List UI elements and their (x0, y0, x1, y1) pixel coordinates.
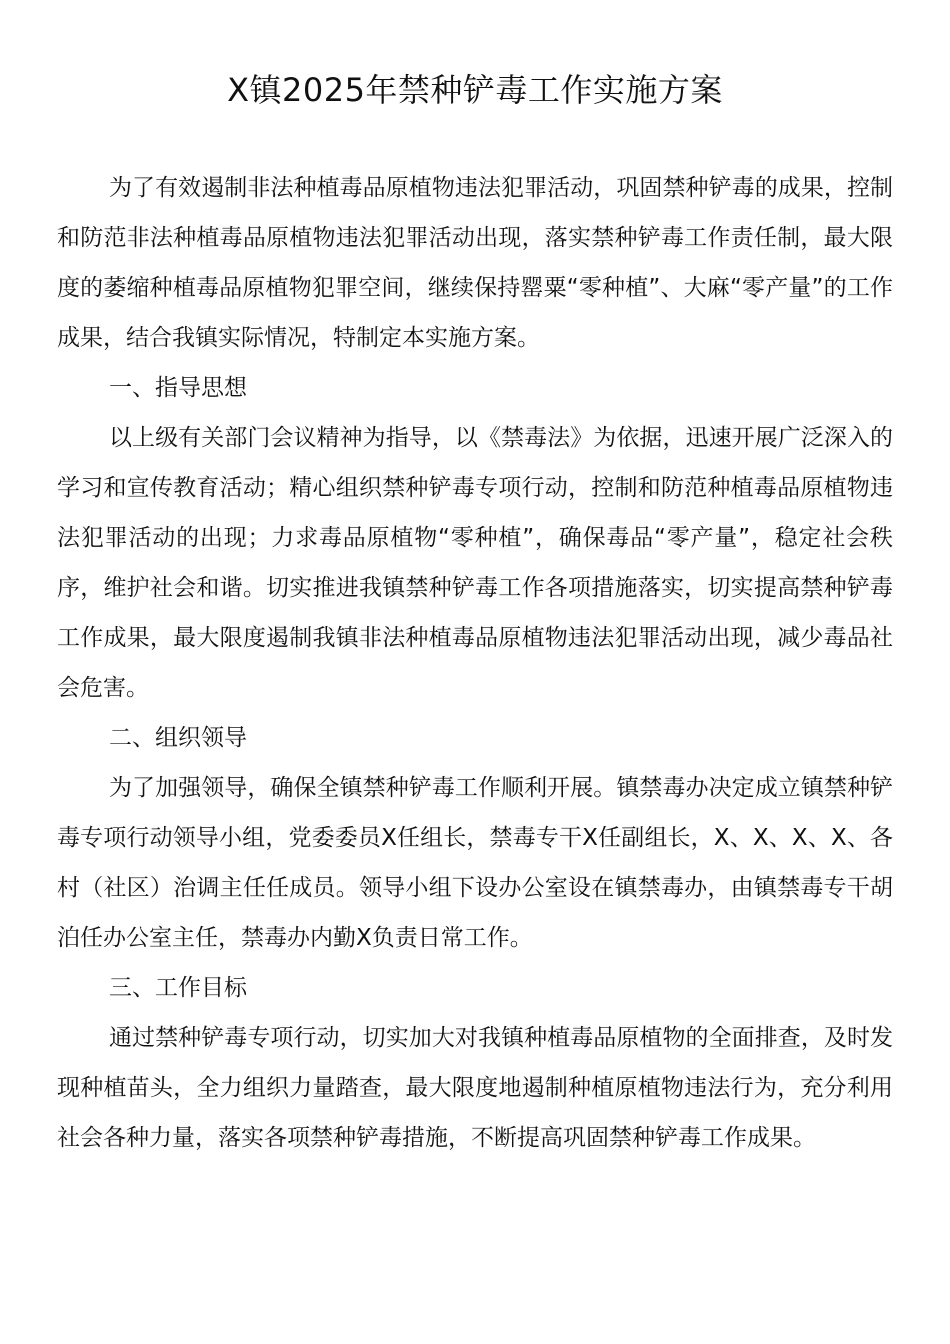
organization-paragraph: 为了加强领导，确保全镇禁种铲毒工作顺利开展。镇禁毒办决定成立镇禁种铲毒专项行动领导小组，党委委员X任组长，禁毒专干X任副组长，X、X、X、X、各村（社区）治调主任任成员。领导小组下设办公室设在镇禁毒办，由镇禁毒专干胡泊任办公室主任，禁毒办内勤X负责日常工作。 (57, 775, 893, 951)
section-heading-guiding-ideology: 一、指导思想 (109, 375, 247, 401)
document-title: X镇2025年禁种铲毒工作实施方案 (227, 71, 723, 109)
intro-paragraph: 为了有效遏制非法种植毒品原植物违法犯罪活动，巩固禁种铲毒的成果，控制和防范非法种植毒品原植物违法犯罪活动出现，落实禁种铲毒工作责任制，最大限度的萎缩种植毒品原植物犯罪空间，继续保持罂粟“零种植”、大麻“零产量”的工作成果，结合我镇实际情况，特制定本实施方案。 (57, 175, 893, 351)
work-goals-paragraph: 通过禁种铲毒专项行动，切实加大对我镇种植毒品原植物的全面排查，及时发现种植苗头，全力组织力量踏查，最大限度地遏制种植原植物违法行为，充分利用社会各种力量，落实各项禁种铲毒措施，不断提高巩固禁种铲毒工作成果。 (57, 1025, 893, 1151)
guiding-ideology-paragraph: 以上级有关部门会议精神为指导，以《禁毒法》为依据，迅速开展广泛深入的学习和宣传教育活动；精心组织禁种铲毒专项行动，控制和防范种植毒品原植物违法犯罪活动的出现；力求毒品原植物“零种植”，确保毒品“零产量”，稳定社会秩序，维护社会和谐。切实推进我镇禁种铲毒工作各项措施落实，切实提高禁种铲毒工作成果，最大限度遏制我镇非法种植毒品原植物违法犯罪活动出现，减少毒品社会危害。 (57, 425, 893, 701)
section-heading-work-goals: 三、工作目标 (109, 975, 247, 1001)
document-body (57, 163, 893, 1163)
section-heading-organization: 二、组织领导 (109, 725, 247, 751)
